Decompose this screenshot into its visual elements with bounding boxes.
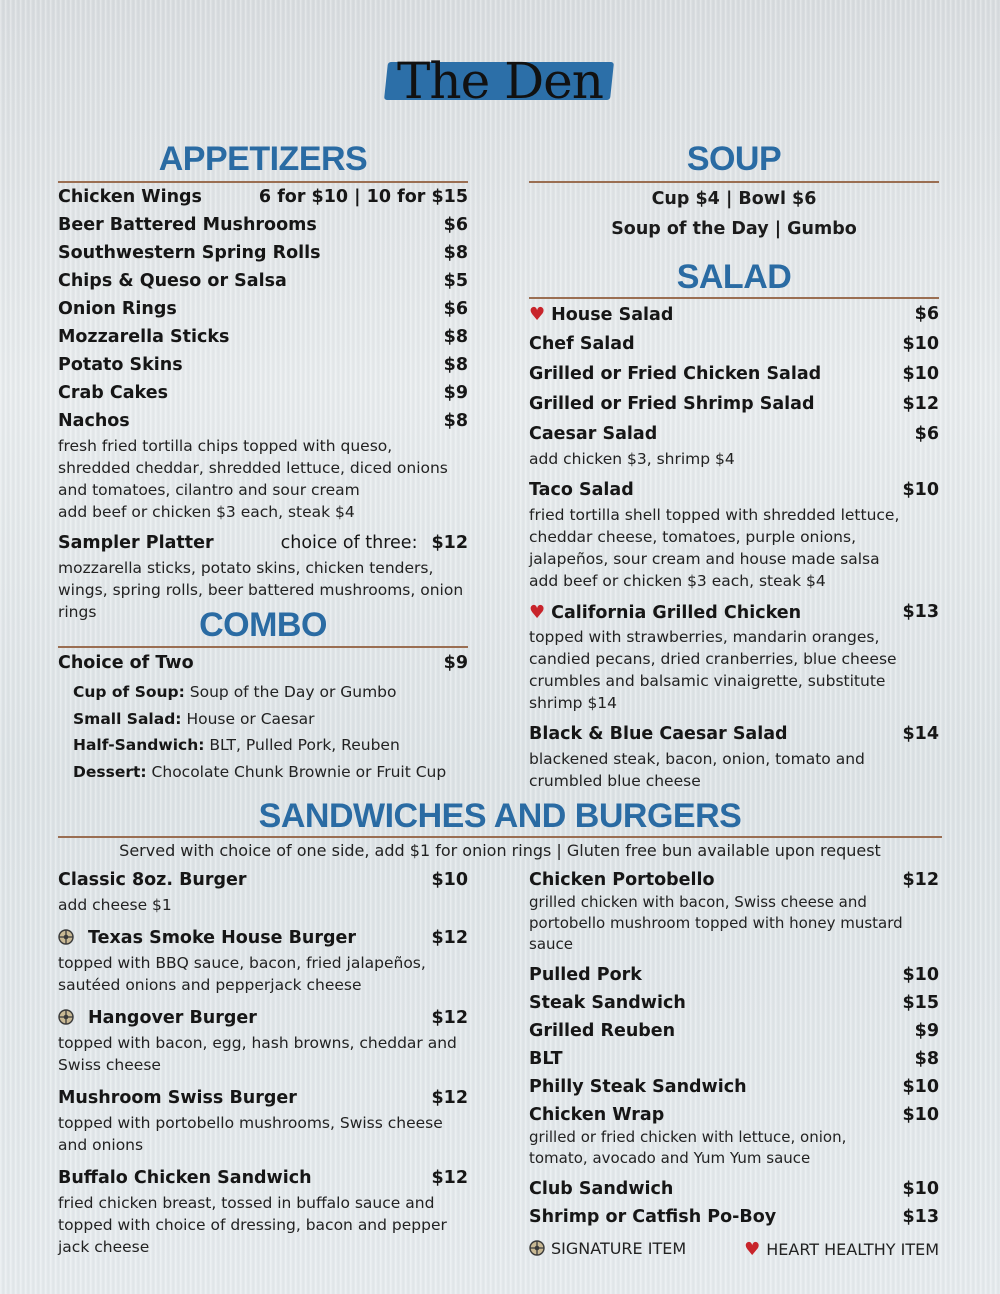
soup-options: Soup of the Day | Gumbo [611, 219, 857, 239]
soup-title: SOUP [686, 140, 782, 178]
sandwiches-subtitle: Served with choice of one side, add $1 for onion rings | Gluten free bun available upon request [119, 841, 881, 860]
item-name: Chicken Wings [58, 187, 202, 207]
heart-icon: ♥ [744, 1239, 761, 1260]
item-name: Potato Skins [58, 355, 183, 375]
menu-item [529, 993, 939, 1021]
item-addon: add beef or chicken $3 each, steak $4 [58, 503, 355, 521]
item-name: Caesar Salad [529, 424, 658, 444]
item-price: $12 [431, 533, 468, 553]
menu-item [529, 394, 939, 424]
menu-item [58, 653, 468, 679]
menu-item [58, 299, 468, 327]
combo-option-text: House or Caesar [186, 709, 315, 728]
menu-item [529, 304, 939, 334]
combo-option-text: Soup of the Day or Gumbo [189, 683, 397, 701]
item-price: $5 [443, 271, 468, 291]
menu-item [58, 355, 468, 383]
item-description: topped with BBQ sauce, bacon, fried jalapeños, sautéed onions and pepperjack cheese [58, 954, 426, 994]
combo-option-text: BLT, Pulled Pork, Reuben [209, 736, 400, 754]
item-price: $9 [443, 653, 468, 673]
item-name: Hangover Burger [88, 1008, 257, 1028]
item-description: fried tortilla shell topped with shredded lettuce, cheddar cheese, tomatoes, purple onions, jalapeños, sour cream and house made salsa [529, 506, 900, 568]
item-price: $10 [902, 480, 939, 500]
legend [529, 1239, 939, 1260]
item-name: Nachos [58, 411, 130, 431]
item-price: $12 [431, 1088, 468, 1108]
sandwiches-right-list [529, 870, 939, 1260]
menu-item [58, 243, 468, 271]
item-name: Black & Blue Caesar Salad [529, 724, 788, 744]
item-price: $14 [902, 724, 939, 744]
item-name: Club Sandwich [529, 1179, 674, 1199]
combo-option-label: Small Salad: [73, 709, 182, 728]
item-description: fresh fried tortilla chips topped with queso, shredded cheddar, shredded lettuce, diced onions and tomatoes, cilantro and sour cream [58, 437, 448, 499]
menu-item [529, 602, 939, 626]
item-addon: add beef or chicken $3 each, steak $4 [529, 572, 826, 590]
combo-title: COMBO [199, 606, 327, 644]
item-name: BLT [529, 1049, 563, 1069]
item-name: Pulled Pork [529, 965, 642, 985]
item-name: Chicken Wrap [529, 1105, 665, 1125]
item-price: $6 [914, 304, 939, 324]
combo-option-label: Half-Sandwich: [73, 736, 205, 754]
menu-item [529, 1179, 939, 1207]
item-name: Sampler Platter [58, 533, 214, 553]
menu-item [529, 1049, 939, 1077]
item-description: grilled or fried chicken with lettuce, onion, tomato, avocado and Yum Yum sauce [529, 1128, 847, 1167]
item-price: $10 [902, 1105, 939, 1125]
heart-icon: ♥ [529, 304, 546, 325]
item-name: Chicken Portobello [529, 870, 715, 890]
menu-item [58, 411, 468, 435]
menu-item [58, 215, 468, 243]
combo-option-label: Cup of Soup: [73, 683, 185, 701]
menu-item [58, 928, 468, 952]
item-price: $12 [431, 928, 468, 948]
sandwiches-title: SANDWICHES AND BURGERS [258, 797, 742, 835]
logo-text: The Den [397, 52, 603, 110]
combo-option [73, 732, 468, 759]
item-name: Grilled or Fried Chicken Salad [529, 364, 822, 384]
item-price: $8 [443, 243, 468, 263]
combo-option [73, 759, 468, 786]
appetizers-list [58, 187, 468, 623]
menu-item [529, 334, 939, 364]
item-description: topped with portobello mushrooms, Swiss cheese and onions [58, 1114, 443, 1154]
item-price: $8 [443, 327, 468, 347]
item-price: $15 [902, 993, 939, 1013]
item-description: add cheese $1 [58, 896, 172, 914]
item-name: Philly Steak Sandwich [529, 1077, 747, 1097]
menu-item [58, 533, 468, 557]
item-name: Shrimp or Catfish Po-Boy [529, 1207, 777, 1227]
menu-item [529, 480, 939, 504]
signature-icon [529, 1240, 545, 1256]
item-name: Grilled Reuben [529, 1021, 676, 1041]
soup-rule [529, 181, 939, 183]
soup-prices: Cup $4 | Bowl $6 [651, 189, 817, 209]
item-price-options: 6 for $10 | 10 for $15 [258, 187, 468, 207]
item-note: choice of three: [280, 533, 418, 553]
item-price: $10 [902, 965, 939, 985]
item-name: Texas Smoke House Burger [88, 928, 357, 948]
combo-section [58, 653, 468, 785]
item-name: Chips & Queso or Salsa [58, 271, 287, 291]
item-description: add chicken $3, shrimp $4 [529, 450, 735, 468]
legend-signature-label: SIGNATURE ITEM [551, 1239, 687, 1258]
legend-heart [744, 1239, 939, 1260]
item-description: topped with strawberries, mandarin oranges, candied pecans, dried cranberries, blue cheese crumbles and balsamic vinaigrette, substitute shrimp $14 [529, 628, 897, 712]
item-price: $8 [443, 411, 468, 431]
logo [380, 32, 620, 112]
salad-title: SALAD [676, 258, 792, 296]
combo-option-text: Chocolate Chunk Brownie or Fruit Cup [151, 762, 447, 781]
item-name: Classic 8oz. Burger [58, 870, 247, 890]
item-price: $12 [902, 870, 939, 890]
item-description: mozzarella sticks, potato skins, chicken tenders, wings, spring rolls, beer battered mushrooms, onion rings [58, 559, 464, 621]
signature-icon [58, 1009, 74, 1025]
item-name: Beer Battered Mushrooms [58, 215, 317, 235]
legend-signature [529, 1239, 686, 1260]
item-name: California Grilled Chicken [551, 603, 802, 623]
menu-item [58, 1008, 468, 1032]
item-price: $12 [431, 1168, 468, 1188]
menu-item [58, 187, 468, 215]
item-name: Grilled or Fried Shrimp Salad [529, 394, 815, 414]
menu-item [529, 364, 939, 394]
item-price: $8 [914, 1049, 939, 1069]
item-name: Mushroom Swiss Burger [58, 1088, 297, 1108]
menu-item [529, 1077, 939, 1105]
sandwiches-left-list [58, 870, 468, 1258]
menu-item [58, 1168, 468, 1192]
item-name: Choice of Two [58, 653, 194, 673]
menu-item [58, 1088, 468, 1112]
combo-option-label: Dessert: [73, 762, 147, 781]
menu-item [529, 1021, 939, 1049]
item-description: fried chicken breast, tossed in buffalo sauce and topped with choice of dressing, bacon and pepper jack cheese [58, 1194, 447, 1256]
legend-heart-label: HEART HEALTHY ITEM [766, 1240, 939, 1259]
item-price: $12 [431, 1008, 468, 1028]
menu-item [529, 870, 939, 892]
item-name: Chef Salad [529, 334, 635, 354]
menu-item [58, 383, 468, 411]
menu-item [529, 1207, 939, 1235]
sandwiches-rule [58, 836, 942, 838]
menu-item [529, 1105, 939, 1127]
item-name: Buffalo Chicken Sandwich [58, 1168, 312, 1188]
menu-item [529, 424, 939, 448]
item-price: $10 [902, 1077, 939, 1097]
item-description: topped with bacon, egg, hash browns, cheddar and Swiss cheese [58, 1034, 457, 1074]
signature-icon [58, 929, 74, 945]
menu-item [58, 870, 468, 894]
appetizers-title: APPETIZERS [158, 140, 368, 178]
menu-item [529, 724, 939, 748]
item-price: $9 [443, 383, 468, 403]
item-price: $10 [431, 870, 468, 890]
item-price: $9 [914, 1021, 939, 1041]
item-description: grilled chicken with bacon, Swiss cheese and portobello mushroom topped with honey mustard sauce [529, 893, 903, 953]
item-price: $6 [443, 215, 468, 235]
item-name: Mozzarella Sticks [58, 327, 230, 347]
item-price: $10 [902, 1179, 939, 1199]
item-name: Southwestern Spring Rolls [58, 243, 321, 263]
item-price: $6 [914, 424, 939, 444]
menu-item [529, 965, 939, 993]
item-name: Taco Salad [529, 480, 634, 500]
item-name: Crab Cakes [58, 383, 169, 403]
menu-item [58, 327, 468, 355]
item-price: $13 [902, 602, 939, 622]
item-price: $10 [902, 334, 939, 354]
menu-item [58, 271, 468, 299]
item-price: $10 [902, 364, 939, 384]
item-price: $8 [443, 355, 468, 375]
item-price: $12 [902, 394, 939, 414]
appetizers-rule [58, 181, 468, 183]
salad-list [529, 304, 939, 792]
combo-option [73, 679, 468, 706]
item-price: $6 [443, 299, 468, 319]
item-description: blackened steak, bacon, onion, tomato and crumbled blue cheese [529, 750, 865, 790]
combo-option [73, 706, 468, 733]
salad-rule [529, 297, 939, 299]
item-name: Steak Sandwich [529, 993, 686, 1013]
item-price: $13 [902, 1207, 939, 1227]
heart-icon: ♥ [529, 602, 546, 623]
item-name: Onion Rings [58, 299, 177, 319]
item-name: House Salad [551, 305, 674, 325]
combo-rule [58, 646, 468, 648]
